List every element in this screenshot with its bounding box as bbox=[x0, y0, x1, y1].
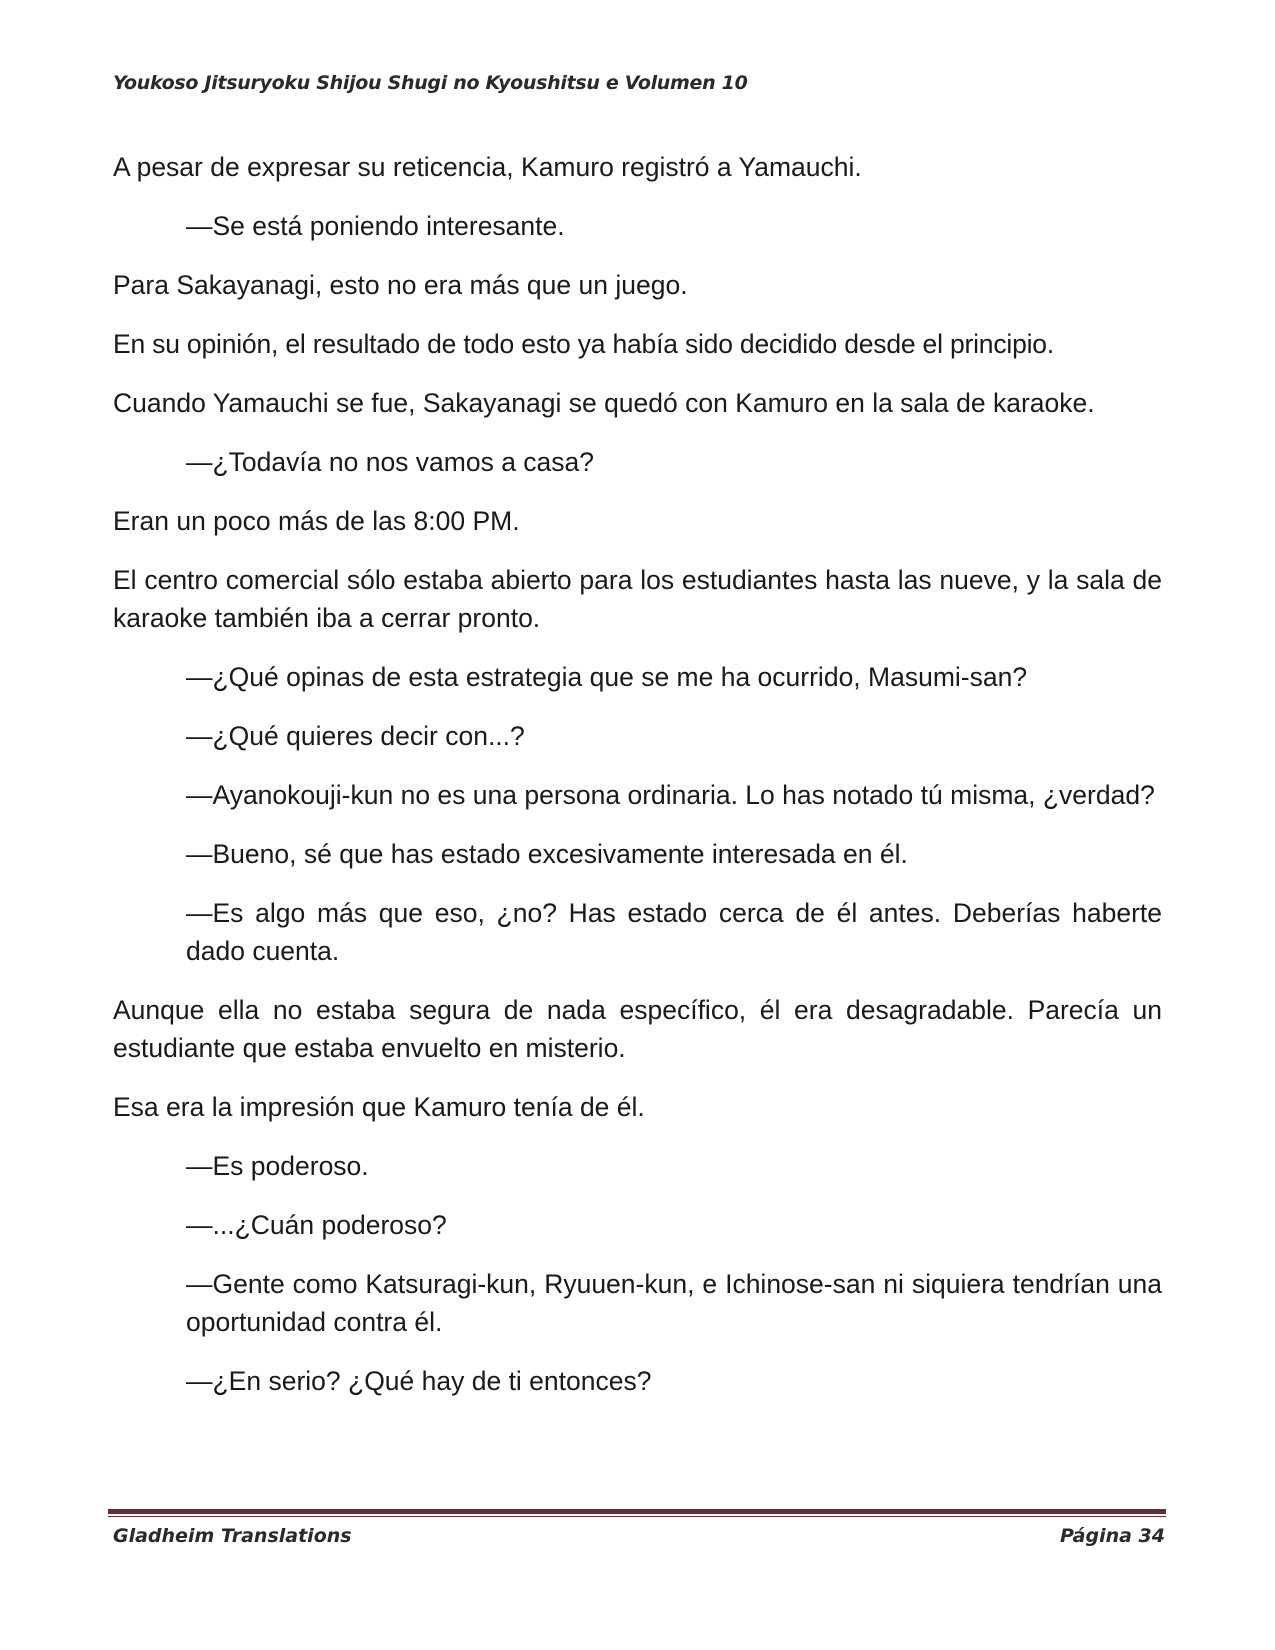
paragraph: El centro comercial sólo estaba abierto para los estudiantes hasta las nueve, y la sala de karaoke también iba a cerrar pronto. bbox=[113, 565, 1162, 633]
dialogue-line: —Es algo más que eso, ¿no? Has estado cerca de él antes. Deberías haberte dado cuenta. bbox=[186, 898, 1162, 966]
page-header-title: Youkoso Jitsuryoku Shijou Shugi no Kyoushitsu e Volumen 10 bbox=[113, 72, 748, 94]
dialogue-line: —¿Todavía no nos vamos a casa? bbox=[186, 447, 595, 477]
paragraph: Eran un poco más de las 8:00 PM. bbox=[113, 506, 520, 536]
dialogue-line: —¿Qué opinas de esta estrategia que se me ha ocurrido, Masumi-san? bbox=[186, 662, 1028, 692]
dialogue-line: —Es poderoso. bbox=[186, 1151, 369, 1181]
paragraph: Esa era la impresión que Kamuro tenía de él. bbox=[113, 1092, 645, 1122]
paragraph: En su opinión, el resultado de todo esto ya había sido decidido desde el principio. bbox=[113, 329, 1054, 359]
dialogue-line: —¿En serio? ¿Qué hay de ti entonces? bbox=[186, 1366, 652, 1396]
paragraph: Para Sakayanagi, esto no era más que un juego. bbox=[113, 270, 688, 300]
dialogue-line: —Bueno, sé que has estado excesivamente interesada en él. bbox=[186, 839, 908, 869]
page-body bbox=[113, 148, 1162, 1421]
paragraph: A pesar de expresar su reticencia, Kamuro registró a Yamauchi. bbox=[113, 152, 862, 182]
dialogue-line: —Gente como Katsuragi-kun, Ryuuen-kun, e Ichinose-san ni siquiera tendrían una oportunidad contra él. bbox=[186, 1269, 1162, 1337]
dialogue-line: —¿Qué quieres decir con...? bbox=[186, 721, 525, 751]
footer-divider-thin bbox=[108, 1516, 1166, 1517]
paragraph: Cuando Yamauchi se fue, Sakayanagi se quedó con Kamuro en la sala de karaoke. bbox=[113, 388, 1095, 418]
dialogue-line: —...¿Cuán poderoso? bbox=[186, 1210, 447, 1240]
paragraph: Aunque ella no estaba segura de nada específico, él era desagradable. Parecía un estudiante que estaba envuelto en misterio. bbox=[113, 995, 1162, 1063]
page-number: Página 34 bbox=[1059, 1525, 1165, 1547]
dialogue-line: —Ayanokouji-kun no es una persona ordinaria. Lo has notado tú misma, ¿verdad? bbox=[186, 780, 1155, 810]
footer-divider bbox=[108, 1509, 1166, 1517]
dialogue-line: —Se está poniendo interesante. bbox=[186, 211, 565, 241]
footer-credit: Gladheim Translations bbox=[113, 1525, 352, 1547]
